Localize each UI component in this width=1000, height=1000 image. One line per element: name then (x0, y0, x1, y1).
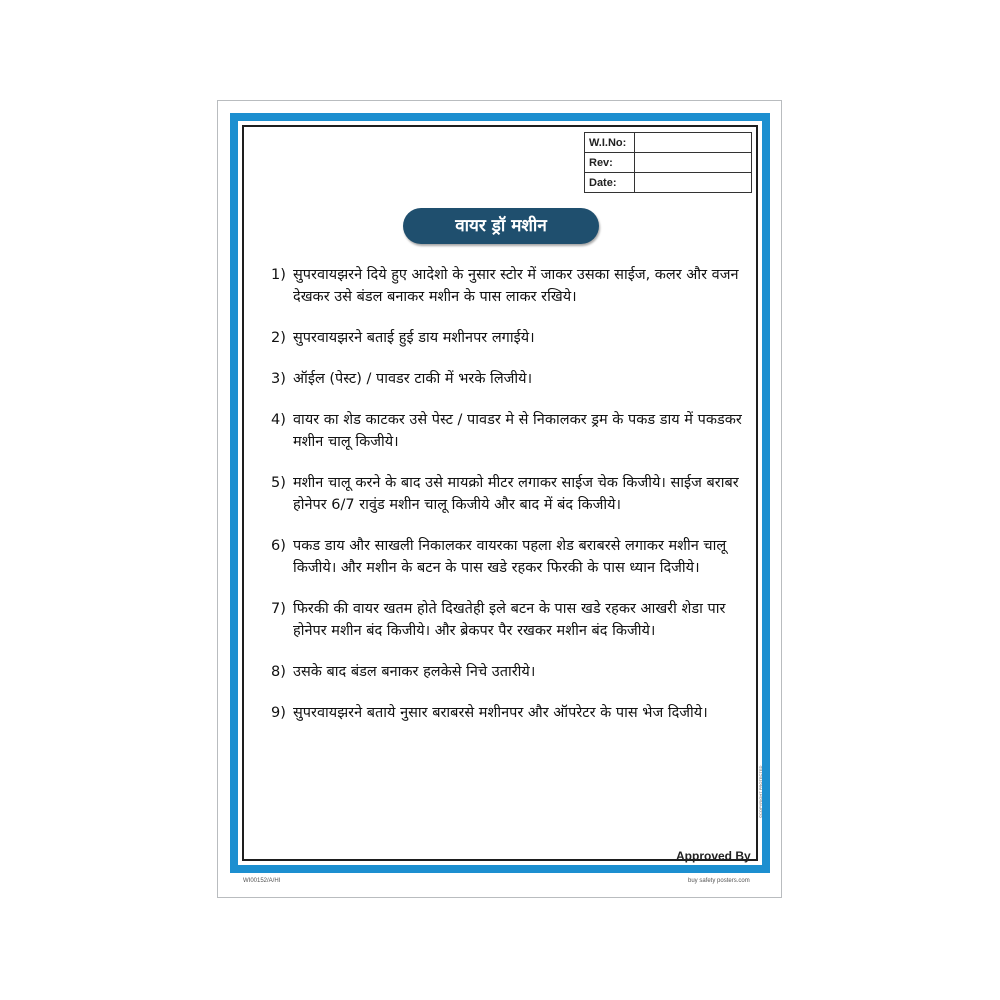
brand-mark: buy safety posters.com (688, 878, 750, 884)
instruction-step (271, 535, 757, 579)
step-number: 5) (271, 475, 286, 491)
rev-row (585, 153, 752, 173)
instruction-step (271, 598, 757, 642)
copyright-note: ©COPYRIGHT PROTECTED (758, 765, 763, 818)
step-text: सुपरवायझरने बताये नुसार बराबरसे मशीनपर और ऑपरेटर के पास भेज दिजीये। (293, 705, 708, 721)
instruction-step (271, 472, 757, 516)
wi-no-label: W.I.No: (585, 133, 635, 153)
date-value (635, 173, 752, 193)
step-text: फिरकी की वायर खतम होते दिखतेही इले बटन के पास खडे रहकर आखरी शेडा पार होनेपर मशीन बंद किजीये। और ब्रेकपर पैर रखकर मशीन बंद किजीये। (293, 601, 726, 639)
date-row (585, 173, 752, 193)
rev-value (635, 153, 752, 173)
work-instruction-table (584, 132, 752, 193)
step-text: पकड डाय और साखली निकालकर वायरका पहला शेड बराबरसे लगाकर मशीन चालू किजीये। और मशीन के बटन के पास खडे रहकर फिरकी के पास ध्यान दिजीये। (293, 538, 727, 576)
step-number: 9) (271, 705, 286, 721)
poster-title: वायर ड्रॉ मशीन (403, 208, 599, 244)
date-label: Date: (585, 173, 635, 193)
rev-label: Rev: (585, 153, 635, 173)
step-text: सुपरवायझरने बताई हुई डाय मशीनपर लगाईये। (293, 330, 535, 346)
step-number: 3) (271, 371, 286, 387)
wi-no-row (585, 133, 752, 153)
step-number: 1) (271, 267, 286, 283)
step-text: सुपरवायझरने दिये हुए आदेशो के नुसार स्टोर में जाकर उसका साईज, कलर और वजन देखकर उसे बंडल बनाकर मशीन के पास लाकर रखिये। (293, 267, 739, 305)
step-text: वायर का शेड काटकर उसे पेस्ट / पावडर मे से निकालकर ड्रम के पकड डाय में पकडकर मशीन चालू किजीये। (293, 412, 742, 450)
instruction-step (271, 409, 757, 453)
step-number: 4) (271, 412, 286, 428)
instruction-step (271, 327, 757, 349)
step-number: 6) (271, 538, 286, 554)
step-text: उसके बाद बंडल बनाकर हलकेसे निचे उतारीये। (293, 664, 536, 680)
instruction-step (271, 661, 757, 683)
product-code: WI00152/A/HI (243, 878, 281, 884)
step-number: 7) (271, 601, 286, 617)
instruction-step (271, 264, 757, 308)
step-number: 8) (271, 664, 286, 680)
step-text: ऑईल (पेस्ट) / पावडर टाकी में भरके लिजीये। (293, 371, 533, 387)
wi-no-value (635, 133, 752, 153)
instruction-step (271, 368, 757, 390)
step-text: मशीन चालू करने के बाद उसे मायक्रो मीटर लगाकर साईज चेक किजीये। साईज बराबर होनेपर 6/7 रावुंड मशीन चालू किजीये और बाद में बंद किजीये। (293, 475, 739, 513)
instruction-list (271, 264, 757, 743)
approved-by-label: Approved By (676, 849, 751, 863)
step-number: 2) (271, 330, 286, 346)
instruction-step (271, 702, 757, 724)
